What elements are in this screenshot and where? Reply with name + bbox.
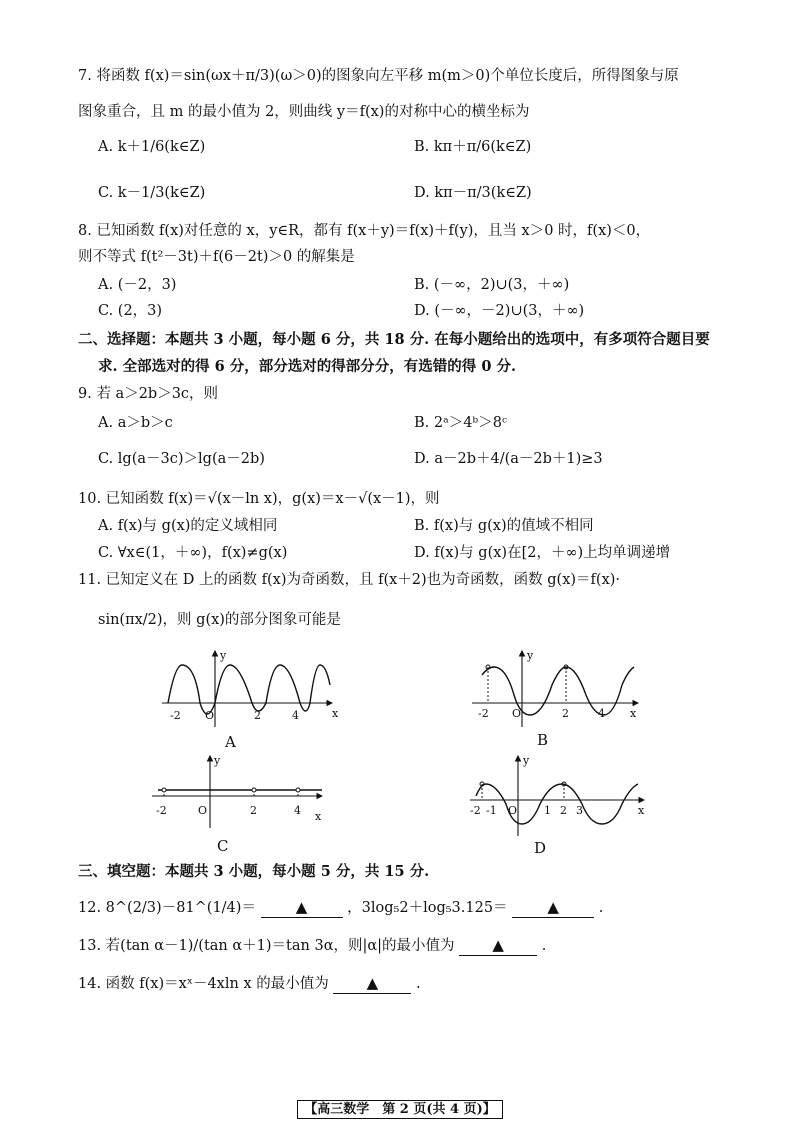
q7-option-a: A. k＋1/6(k∈Z): [98, 139, 206, 155]
svg-text:4: 4: [598, 707, 605, 720]
triangle-icon: ▲: [547, 898, 559, 916]
graph-a: [160, 645, 345, 730]
svg-text:4: 4: [292, 709, 299, 722]
graph-d-label: D: [534, 839, 547, 857]
page-footer: [0, 1098, 800, 1117]
graph-b: [470, 645, 655, 730]
q7-option-b: B. kπ＋π/6(k∈Z): [414, 139, 532, 155]
q12-end: .: [598, 900, 604, 916]
q10-option-a: A. f(x)与 g(x)的定义域相同: [98, 518, 278, 534]
q9-stem: 9. 若 a＞2b＞3c，则: [78, 386, 219, 402]
section3-heading: 三、填空题：本题共 3 小题，每小题 5 分，共 15 分.: [78, 863, 430, 880]
svg-text:1: 1: [544, 804, 551, 817]
q13-line: [78, 936, 546, 956]
q12-answer-blank-2: [512, 898, 594, 918]
triangle-icon: ▲: [295, 898, 308, 916]
q9-option-d: D. a－2b＋4/(a－2b＋1)≥3: [414, 451, 603, 467]
svg-text:3: 3: [576, 804, 583, 817]
q8-option-c: C. (2，3): [98, 303, 163, 319]
q9-option-a: A. a＞b＞c: [98, 415, 173, 431]
svg-text:-2: -2: [478, 707, 489, 720]
q11-stem-line1: 11. 已知定义在 D 上的函数 f(x)为奇函数，且 f(x＋2)也为奇函数，函数 g(x)＝f(x)·: [78, 572, 621, 588]
svg-text:x: x: [332, 707, 339, 720]
svg-text:-2: -2: [156, 804, 167, 817]
svg-text:-2: -2: [170, 709, 181, 722]
graph-d: [468, 752, 653, 837]
q13-answer-blank: [459, 936, 537, 956]
svg-text:O: O: [512, 707, 522, 720]
q8-stem-line1: 8. 已知函数 f(x)对任意的 x，y∈R，都有 f(x＋y)＝f(x)＋f(y)，且当 x＞0 时，f(x)＜0，: [78, 223, 651, 239]
q8-option-b: B. (－∞，2)∪(3，＋∞): [414, 277, 570, 293]
svg-text:2: 2: [562, 707, 569, 720]
triangle-icon: ▲: [366, 974, 379, 992]
q12-text-part2: ，3log₅2＋log₅3.125＝: [347, 900, 508, 916]
svg-text:x: x: [315, 810, 322, 823]
svg-text:y: y: [214, 754, 221, 767]
q10-stem: 10. 已知函数 f(x)＝√(x－ln x)，g(x)＝x－√(x－1)，则: [78, 491, 440, 507]
q9-option-c: C. lg(a－3c)＞lg(a－2b): [98, 451, 265, 467]
q14-text: 14. 函数 f(x)＝xˣ－4xln x 的最小值为: [78, 976, 329, 992]
svg-text:O: O: [508, 804, 518, 817]
svg-text:-2: -2: [470, 804, 481, 817]
q9-option-b: B. 2ᵃ＞4ᵇ＞8ᶜ: [414, 415, 507, 431]
svg-text:-1: -1: [486, 804, 497, 817]
q8-option-a: A. (－2，3): [98, 277, 177, 293]
graph-c-label: C: [217, 837, 229, 855]
svg-text:x: x: [630, 707, 637, 720]
q7-stem-line1: 7. 将函数 f(x)＝sin(ωx＋π/3)(ω＞0)的图象向左平移 m(m＞0)个单位长度后，所得图象与原: [78, 68, 679, 84]
q13-end: .: [541, 938, 547, 954]
section2-heading-line1: 二、选择题：本题共 3 小题，每小题 6 分，共 18 分. 在每小题给出的选项中，有多项符合题目要: [78, 331, 710, 348]
q12-text-part1: 12. 8^(2/3)－81^(1/4)＝: [78, 900, 256, 916]
section2-heading-line2: 求. 全部选对的得 6 分，部分选对的得部分分，有选错的得 0 分.: [98, 358, 517, 375]
q10-option-c: C. ∀x∈(1，＋∞)，f(x)≠g(x): [98, 545, 288, 561]
svg-text:y: y: [523, 754, 530, 767]
svg-text:x: x: [638, 804, 645, 817]
q10-option-d: D. f(x)与 g(x)在[2，＋∞)上均单调递增: [414, 545, 671, 561]
svg-text:4: 4: [294, 804, 301, 817]
q7-option-d: D. kπ－π/3(k∈Z): [414, 185, 532, 201]
svg-text:2: 2: [560, 804, 567, 817]
q14-end: .: [415, 976, 421, 992]
q12-answer-blank-1: [261, 898, 343, 918]
svg-text:O: O: [198, 804, 208, 817]
svg-text:O: O: [205, 709, 215, 722]
q10-option-b: B. f(x)与 g(x)的值域不相同: [414, 518, 594, 534]
graph-b-label: B: [537, 731, 549, 749]
svg-text:y: y: [220, 649, 227, 662]
svg-text:y: y: [527, 649, 534, 662]
svg-text:2: 2: [254, 709, 261, 722]
q14-answer-blank: [333, 974, 411, 994]
q8-option-d: D. (－∞，－2)∪(3，＋∞): [414, 303, 585, 319]
q14-line: [78, 974, 421, 994]
graph-c: [150, 752, 335, 832]
q7-option-c: C. k－1/3(k∈Z): [98, 185, 206, 201]
q8-stem-line2: 则不等式 f(t²－3t)＋f(6－2t)＞0 的解集是: [78, 249, 355, 265]
q12-line: [78, 898, 603, 918]
page-footer-text: 【高三数学 第 2 页(共 4 页)】: [297, 1100, 503, 1119]
triangle-icon: ▲: [492, 936, 504, 954]
q7-stem-line2: 图象重合，且 m 的最小值为 2，则曲线 y＝f(x)的对称中心的横坐标为: [78, 104, 530, 120]
graph-a-label: A: [225, 733, 236, 751]
q11-stem-line2: sin(πx/2)，则 g(x)的部分图象可能是: [98, 612, 341, 628]
svg-text:2: 2: [250, 804, 257, 817]
q13-text: 13. 若(tan α－1)/(tan α＋1)＝tan 3α，则|α|的最小值为: [78, 938, 455, 954]
